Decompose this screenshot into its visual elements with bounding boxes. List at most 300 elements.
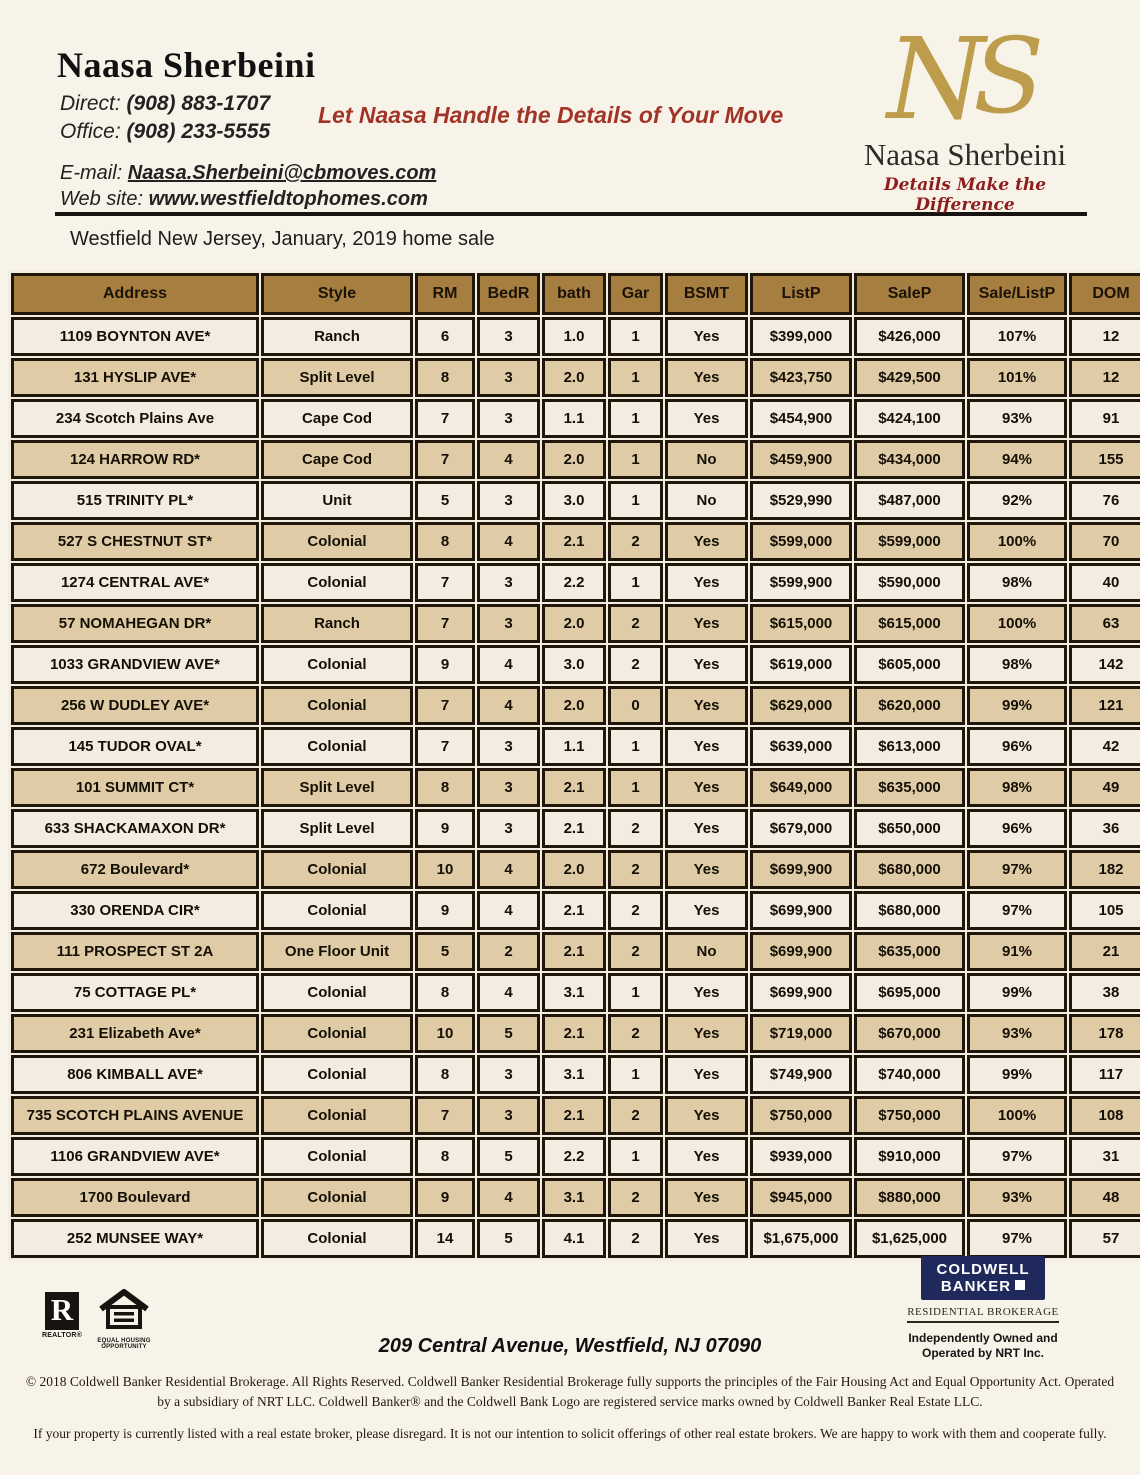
cell-dom: 12 xyxy=(1069,358,1140,397)
cell-listp: $945,000 xyxy=(750,1178,852,1217)
cell-bedr: 4 xyxy=(477,686,540,725)
col-header-bath: bath xyxy=(542,273,606,315)
cell-style: Colonial xyxy=(261,973,413,1012)
cell-rm: 8 xyxy=(415,1137,475,1176)
cell-gar: 1 xyxy=(608,1137,663,1176)
cell-gar: 2 xyxy=(608,604,663,643)
cell-salep: $615,000 xyxy=(854,604,965,643)
cell-bedr: 3 xyxy=(477,317,540,356)
table-row xyxy=(11,932,1140,971)
cell-bath: 2.0 xyxy=(542,686,606,725)
cell-rm: 6 xyxy=(415,317,475,356)
cell-bedr: 3 xyxy=(477,809,540,848)
direct-label: Direct: xyxy=(60,92,121,115)
table-row xyxy=(11,522,1140,561)
cell-address: 1109 BOYNTON AVE* xyxy=(11,317,259,356)
cell-bath: 2.1 xyxy=(542,768,606,807)
cell-bedr: 3 xyxy=(477,727,540,766)
table-row xyxy=(11,850,1140,889)
table-row xyxy=(11,1014,1140,1053)
cell-salep: $635,000 xyxy=(854,768,965,807)
cell-salep: $635,000 xyxy=(854,932,965,971)
table-row xyxy=(11,686,1140,725)
cell-address: 330 ORENDA CIR* xyxy=(11,891,259,930)
cell-style: Split Level xyxy=(261,768,413,807)
cell-bath: 1.0 xyxy=(542,317,606,356)
tagline: Let Naasa Handle the Details of Your Move xyxy=(318,102,784,128)
cell-bedr: 5 xyxy=(477,1137,540,1176)
table-row xyxy=(11,973,1140,1012)
cell-salep: $424,100 xyxy=(854,399,965,438)
cell-salep: $750,000 xyxy=(854,1096,965,1135)
equal-housing-label: EQUAL HOUSING OPPORTUNITY xyxy=(97,1338,151,1350)
ns-monogram-icon xyxy=(835,20,1095,138)
cell-address: 1274 CENTRAL AVE* xyxy=(11,563,259,602)
cell-gar: 1 xyxy=(608,440,663,479)
cell-bedr: 3 xyxy=(477,399,540,438)
direct-phone: (908) 883-1707 xyxy=(126,92,271,115)
cell-sale-listp: 99% xyxy=(967,1055,1067,1094)
cell-gar: 2 xyxy=(608,1014,663,1053)
cell-style: Cape Cod xyxy=(261,399,413,438)
cell-listp: $750,000 xyxy=(750,1096,852,1135)
cell-bsmt: Yes xyxy=(665,1219,748,1258)
cell-address: 1106 GRANDVIEW AVE* xyxy=(11,1137,259,1176)
cell-dom: 178 xyxy=(1069,1014,1140,1053)
cell-bedr: 3 xyxy=(477,604,540,643)
cell-sale-listp: 99% xyxy=(967,973,1067,1012)
cell-gar: 0 xyxy=(608,686,663,725)
cell-dom: 91 xyxy=(1069,399,1140,438)
cell-gar: 1 xyxy=(608,399,663,438)
cell-listp: $649,000 xyxy=(750,768,852,807)
cell-listp: $599,900 xyxy=(750,563,852,602)
cell-bedr: 3 xyxy=(477,358,540,397)
cell-bedr: 3 xyxy=(477,1096,540,1135)
cell-dom: 12 xyxy=(1069,317,1140,356)
cell-listp: $699,900 xyxy=(750,973,852,1012)
cell-address: 1700 Boulevard xyxy=(11,1178,259,1217)
cell-bsmt: No xyxy=(665,481,748,520)
cell-address: 527 S CHESTNUT ST* xyxy=(11,522,259,561)
cell-bedr: 3 xyxy=(477,481,540,520)
cell-bedr: 4 xyxy=(477,522,540,561)
office-phone-line xyxy=(60,120,270,144)
cell-address: 735 SCOTCH PLAINS AVENUE xyxy=(11,1096,259,1135)
legal-text-copyright: © 2018 Coldwell Banker Residential Brokerage. All Rights Reserved. Coldwell Banker Residential Brokerage fully supports the principles of the Fair Housing Act and Equal Opportunity Act. Operated by a subsidiary of NRT LLC. Coldwell Banker® and the Coldwell Bank Logo are registered service marks owned by Coldwell Banker Real Estate LLC. xyxy=(25,1374,1115,1409)
coldwell-banker-block xyxy=(893,1256,1073,1361)
cell-gar: 1 xyxy=(608,727,663,766)
cell-dom: 182 xyxy=(1069,850,1140,889)
cell-sale-listp: 97% xyxy=(967,1137,1067,1176)
cell-listp: $719,000 xyxy=(750,1014,852,1053)
table-row xyxy=(11,1055,1140,1094)
cell-style: Colonial xyxy=(261,1096,413,1135)
cell-rm: 9 xyxy=(415,809,475,848)
table-row xyxy=(11,481,1140,520)
cb-word-banker: BANKER xyxy=(921,1278,1045,1295)
cell-listp: $459,900 xyxy=(750,440,852,479)
cell-dom: 42 xyxy=(1069,727,1140,766)
cell-gar: 2 xyxy=(608,1219,663,1258)
cell-salep: $613,000 xyxy=(854,727,965,766)
cell-dom: 117 xyxy=(1069,1055,1140,1094)
cell-listp: $749,900 xyxy=(750,1055,852,1094)
cell-bath: 2.0 xyxy=(542,850,606,889)
cell-bedr: 3 xyxy=(477,768,540,807)
legal-text-disclaimer: If your property is currently listed with a real estate broker, please disregard. It is not our intention to solicit offerings of other real estate brokers. We are happy to work with them and cooperate fully. xyxy=(33,1426,1107,1441)
cell-rm: 7 xyxy=(415,440,475,479)
cell-bsmt: Yes xyxy=(665,1096,748,1135)
cell-listp: $629,000 xyxy=(750,686,852,725)
cell-sale-listp: 96% xyxy=(967,727,1067,766)
cell-style: Colonial xyxy=(261,522,413,561)
cell-bsmt: Yes xyxy=(665,727,748,766)
cell-sale-listp: 107% xyxy=(967,317,1067,356)
cell-style: Cape Cod xyxy=(261,440,413,479)
cell-listp: $699,900 xyxy=(750,932,852,971)
cell-bsmt: Yes xyxy=(665,891,748,930)
table-row xyxy=(11,1178,1140,1217)
report-subtitle: Westfield New Jersey, January, 2019 home sale xyxy=(70,228,495,250)
table-row xyxy=(11,317,1140,356)
cell-salep: $434,000 xyxy=(854,440,965,479)
office-phone: (908) 233-5555 xyxy=(126,120,271,143)
col-header-dom: DOM xyxy=(1069,273,1140,315)
cell-gar: 1 xyxy=(608,358,663,397)
cell-salep: $670,000 xyxy=(854,1014,965,1053)
cell-sale-listp: 97% xyxy=(967,850,1067,889)
cell-bedr: 4 xyxy=(477,973,540,1012)
cell-dom: 57 xyxy=(1069,1219,1140,1258)
website-line xyxy=(60,188,428,211)
cell-gar: 2 xyxy=(608,1096,663,1135)
cell-bath: 2.1 xyxy=(542,891,606,930)
cell-bedr: 3 xyxy=(477,1055,540,1094)
cb-square-icon xyxy=(1015,1280,1025,1290)
cell-salep: $1,625,000 xyxy=(854,1219,965,1258)
col-header-gar: Gar xyxy=(608,273,663,315)
cell-style: Colonial xyxy=(261,1014,413,1053)
cell-salep: $680,000 xyxy=(854,891,965,930)
residential-brokerage-label: RESIDENTIAL BROKERAGE xyxy=(907,1306,1059,1323)
cell-address: 75 COTTAGE PL* xyxy=(11,973,259,1012)
cell-salep: $605,000 xyxy=(854,645,965,684)
cell-bath: 2.0 xyxy=(542,604,606,643)
realtor-label: REALTOR® xyxy=(42,1332,82,1339)
website-link[interactable]: www.westfieldtophomes.com xyxy=(148,188,428,210)
table-row xyxy=(11,1096,1140,1135)
cell-listp: $619,000 xyxy=(750,645,852,684)
cell-salep: $620,000 xyxy=(854,686,965,725)
cell-dom: 21 xyxy=(1069,932,1140,971)
equal-housing-icon xyxy=(98,1289,150,1331)
cell-address: 231 Elizabeth Ave* xyxy=(11,1014,259,1053)
cell-sale-listp: 94% xyxy=(967,440,1067,479)
cell-gar: 1 xyxy=(608,563,663,602)
cell-salep: $880,000 xyxy=(854,1178,965,1217)
realtor-logo xyxy=(42,1292,82,1339)
cell-address: 234 Scotch Plains Ave xyxy=(11,399,259,438)
cell-sale-listp: 100% xyxy=(967,604,1067,643)
cell-address: 101 SUMMIT CT* xyxy=(11,768,259,807)
cell-address: 515 TRINITY PL* xyxy=(11,481,259,520)
cell-listp: $399,000 xyxy=(750,317,852,356)
cell-sale-listp: 98% xyxy=(967,768,1067,807)
cell-dom: 40 xyxy=(1069,563,1140,602)
cell-bsmt: Yes xyxy=(665,768,748,807)
cell-salep: $910,000 xyxy=(854,1137,965,1176)
cell-bath: 2.0 xyxy=(542,440,606,479)
cell-gar: 2 xyxy=(608,645,663,684)
cell-bsmt: Yes xyxy=(665,522,748,561)
cell-dom: 38 xyxy=(1069,973,1140,1012)
cell-sale-listp: 93% xyxy=(967,1014,1067,1053)
table-row xyxy=(11,604,1140,643)
cell-rm: 8 xyxy=(415,768,475,807)
cell-bsmt: No xyxy=(665,440,748,479)
cell-style: Colonial xyxy=(261,563,413,602)
cell-listp: $423,750 xyxy=(750,358,852,397)
cell-salep: $695,000 xyxy=(854,973,965,1012)
cell-bath: 2.2 xyxy=(542,563,606,602)
cell-style: Colonial xyxy=(261,1055,413,1094)
cell-bath: 4.1 xyxy=(542,1219,606,1258)
cell-dom: 142 xyxy=(1069,645,1140,684)
logo-agent-name: Naasa Sherbeini xyxy=(863,137,1067,172)
cell-bath: 3.1 xyxy=(542,1178,606,1217)
cell-bsmt: Yes xyxy=(665,850,748,889)
cell-dom: 76 xyxy=(1069,481,1140,520)
cell-style: Colonial xyxy=(261,1178,413,1217)
cell-bsmt: Yes xyxy=(665,358,748,397)
agent-name: Naasa Sherbeini xyxy=(57,45,316,85)
cell-rm: 7 xyxy=(415,399,475,438)
cell-rm: 5 xyxy=(415,481,475,520)
cell-bsmt: Yes xyxy=(665,604,748,643)
cell-dom: 105 xyxy=(1069,891,1140,930)
home-sales-table xyxy=(8,270,1140,1261)
table-row xyxy=(11,1219,1140,1258)
cell-salep: $429,500 xyxy=(854,358,965,397)
cell-bsmt: Yes xyxy=(665,1137,748,1176)
cell-style: Colonial xyxy=(261,727,413,766)
cell-gar: 2 xyxy=(608,932,663,971)
cell-bsmt: Yes xyxy=(665,1178,748,1217)
col-header-style: Style xyxy=(261,273,413,315)
cell-rm: 10 xyxy=(415,850,475,889)
cell-sale-listp: 96% xyxy=(967,809,1067,848)
cell-bedr: 5 xyxy=(477,1219,540,1258)
website-label: Web site: xyxy=(60,188,143,210)
cell-dom: 63 xyxy=(1069,604,1140,643)
cell-address: 131 HYSLIP AVE* xyxy=(11,358,259,397)
cell-style: Colonial xyxy=(261,686,413,725)
col-header-salep: SaleP xyxy=(854,273,965,315)
cell-rm: 7 xyxy=(415,604,475,643)
cell-style: Ranch xyxy=(261,604,413,643)
cb-owned-label: Independently Owned and Operated by NRT Inc. xyxy=(908,1331,1058,1360)
col-header-rm: RM xyxy=(415,273,475,315)
cell-bedr: 4 xyxy=(477,850,540,889)
cell-bedr: 4 xyxy=(477,440,540,479)
cell-salep: $680,000 xyxy=(854,850,965,889)
cell-sale-listp: 92% xyxy=(967,481,1067,520)
cell-style: Colonial xyxy=(261,891,413,930)
cell-address: 1033 GRANDVIEW AVE* xyxy=(11,645,259,684)
table-row xyxy=(11,1137,1140,1176)
cell-rm: 10 xyxy=(415,1014,475,1053)
cell-bsmt: Yes xyxy=(665,686,748,725)
cell-bedr: 5 xyxy=(477,1014,540,1053)
cell-address: 672 Boulevard* xyxy=(11,850,259,889)
cell-address: 633 SHACKAMAXON DR* xyxy=(11,809,259,848)
cell-gar: 1 xyxy=(608,768,663,807)
office-label: Office: xyxy=(60,120,121,143)
col-header-address: Address xyxy=(11,273,259,315)
table-header-row xyxy=(11,273,1140,315)
cell-rm: 7 xyxy=(415,1096,475,1135)
cell-bath: 1.1 xyxy=(542,399,606,438)
direct-phone-line xyxy=(60,92,270,116)
cell-dom: 108 xyxy=(1069,1096,1140,1135)
cell-sale-listp: 101% xyxy=(967,358,1067,397)
col-header-bedr: BedR xyxy=(477,273,540,315)
cell-rm: 8 xyxy=(415,973,475,1012)
cell-gar: 1 xyxy=(608,1055,663,1094)
cell-bsmt: Yes xyxy=(665,1055,748,1094)
cell-bath: 2.1 xyxy=(542,809,606,848)
cb-word-coldwell: COLDWELL xyxy=(936,1261,1030,1278)
table-row xyxy=(11,358,1140,397)
realtor-r-icon: R xyxy=(45,1292,79,1330)
cell-bsmt: Yes xyxy=(665,645,748,684)
cell-salep: $426,000 xyxy=(854,317,965,356)
cell-gar: 1 xyxy=(608,481,663,520)
cell-style: Ranch xyxy=(261,317,413,356)
cell-dom: 70 xyxy=(1069,522,1140,561)
cell-salep: $487,000 xyxy=(854,481,965,520)
brand-logo-block xyxy=(835,20,1095,215)
cell-dom: 49 xyxy=(1069,768,1140,807)
cell-gar: 1 xyxy=(608,317,663,356)
cell-bath: 2.1 xyxy=(542,522,606,561)
cell-sale-listp: 98% xyxy=(967,563,1067,602)
logo-slogan: Details Make the Difference xyxy=(883,175,1047,215)
cell-bsmt: Yes xyxy=(665,317,748,356)
cell-sale-listp: 91% xyxy=(967,932,1067,971)
cell-gar: 2 xyxy=(608,891,663,930)
cell-rm: 7 xyxy=(415,686,475,725)
cell-rm: 9 xyxy=(415,1178,475,1217)
cell-salep: $599,000 xyxy=(854,522,965,561)
email-link[interactable]: Naasa.Sherbeini@cbmoves.com xyxy=(127,162,437,184)
cell-gar: 2 xyxy=(608,1178,663,1217)
cell-rm: 8 xyxy=(415,522,475,561)
cell-bedr: 3 xyxy=(477,563,540,602)
cell-salep: $650,000 xyxy=(854,809,965,848)
cell-bath: 2.1 xyxy=(542,1014,606,1053)
cell-rm: 9 xyxy=(415,891,475,930)
office-address: 209 Central Avenue, Westfield, NJ 07090 xyxy=(378,1335,762,1357)
email-label: E-mail: xyxy=(60,162,123,184)
cell-sale-listp: 93% xyxy=(967,399,1067,438)
cell-sale-listp: 100% xyxy=(967,522,1067,561)
cell-address: 145 TUDOR OVAL* xyxy=(11,727,259,766)
cell-bath: 2.1 xyxy=(542,1096,606,1135)
cell-address: 124 HARROW RD* xyxy=(11,440,259,479)
cell-listp: $679,000 xyxy=(750,809,852,848)
cell-sale-listp: 93% xyxy=(967,1178,1067,1217)
cell-address: 57 NOMAHEGAN DR* xyxy=(11,604,259,643)
cell-sale-listp: 97% xyxy=(967,891,1067,930)
cell-listp: $699,900 xyxy=(750,891,852,930)
table-row xyxy=(11,563,1140,602)
cell-bsmt: Yes xyxy=(665,563,748,602)
cell-listp: $639,000 xyxy=(750,727,852,766)
cell-style: Colonial xyxy=(261,645,413,684)
cell-listp: $599,000 xyxy=(750,522,852,561)
col-header-sale-listp: Sale/ListP xyxy=(967,273,1067,315)
cell-bath: 2.1 xyxy=(542,932,606,971)
cell-gar: 2 xyxy=(608,522,663,561)
cell-rm: 8 xyxy=(415,1055,475,1094)
cell-bedr: 4 xyxy=(477,645,540,684)
svg-text:S: S xyxy=(973,20,1045,137)
table-row xyxy=(11,727,1140,766)
cell-rm: 9 xyxy=(415,645,475,684)
cell-listp: $454,900 xyxy=(750,399,852,438)
cell-gar: 1 xyxy=(608,973,663,1012)
cell-address: 256 W DUDLEY AVE* xyxy=(11,686,259,725)
cell-dom: 121 xyxy=(1069,686,1140,725)
cell-gar: 2 xyxy=(608,809,663,848)
cell-style: Colonial xyxy=(261,1219,413,1258)
cell-style: Colonial xyxy=(261,1137,413,1176)
cell-dom: 36 xyxy=(1069,809,1140,848)
col-header-listp: ListP xyxy=(750,273,852,315)
cell-bsmt: Yes xyxy=(665,1014,748,1053)
cell-bath: 3.0 xyxy=(542,645,606,684)
cell-rm: 14 xyxy=(415,1219,475,1258)
cell-sale-listp: 100% xyxy=(967,1096,1067,1135)
table-row xyxy=(11,768,1140,807)
cell-rm: 8 xyxy=(415,358,475,397)
cell-dom: 31 xyxy=(1069,1137,1140,1176)
cell-bedr: 4 xyxy=(477,891,540,930)
cell-bsmt: Yes xyxy=(665,809,748,848)
cell-sale-listp: 97% xyxy=(967,1219,1067,1258)
email-line xyxy=(60,162,436,185)
cell-style: One Floor Unit xyxy=(261,932,413,971)
cell-rm: 5 xyxy=(415,932,475,971)
table-row xyxy=(11,440,1140,479)
cell-dom: 48 xyxy=(1069,1178,1140,1217)
cell-gar: 2 xyxy=(608,850,663,889)
col-header-bsmt: BSMT xyxy=(665,273,748,315)
cell-bsmt: Yes xyxy=(665,973,748,1012)
coldwell-banker-logo xyxy=(921,1256,1045,1300)
cell-salep: $590,000 xyxy=(854,563,965,602)
cell-style: Split Level xyxy=(261,809,413,848)
cell-rm: 7 xyxy=(415,563,475,602)
cell-style: Unit xyxy=(261,481,413,520)
cell-bath: 2.0 xyxy=(542,358,606,397)
table-row xyxy=(11,399,1140,438)
cell-listp: $529,990 xyxy=(750,481,852,520)
cell-salep: $740,000 xyxy=(854,1055,965,1094)
cell-bath: 2.2 xyxy=(542,1137,606,1176)
